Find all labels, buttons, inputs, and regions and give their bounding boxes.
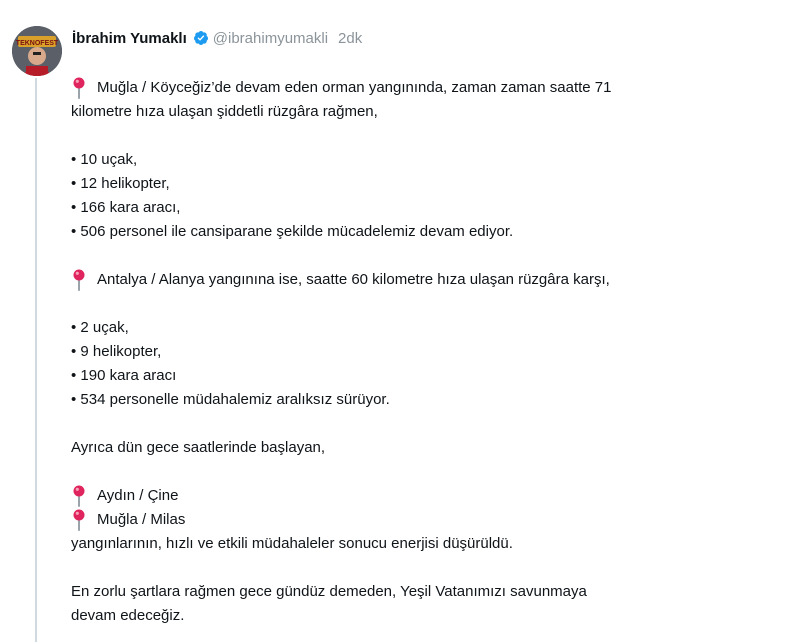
round-pushpin-icon (71, 269, 87, 291)
list-1-item: • 12 helikopter, (71, 175, 170, 192)
spacer (71, 124, 781, 148)
paragraph-3-line-1: Ayrıca dün gece saatlerinde başlayan, (71, 439, 326, 456)
spacer (71, 412, 781, 436)
thread-line (35, 78, 37, 642)
list-2-item: • 190 kara aracı (71, 367, 177, 384)
paragraph-4-line-1: yangınlarının, hızlı ve etkili müdahaleler sonucu enerjisi düşürüldü. (71, 535, 513, 552)
paragraph-1-line-1 (71, 76, 781, 100)
avatar-logo-text: TEKNOFEST (15, 40, 59, 47)
display-name[interactable]: İbrahim Yumaklı (72, 29, 187, 47)
list-1-item: • 166 kara aracı, (71, 199, 181, 216)
spacer (71, 460, 781, 484)
round-pushpin-icon (71, 77, 87, 99)
user-handle[interactable]: @ibrahimyumakli (212, 29, 329, 47)
round-pushpin-icon (71, 509, 87, 531)
list-1-item: • 10 uçak, (71, 151, 138, 168)
list-2-item: • 534 personelle müdahalemiz aralıksız sürüyor. (71, 391, 390, 408)
round-pushpin-icon (71, 485, 87, 507)
avatar[interactable] (12, 26, 62, 76)
verified-badge-icon (193, 30, 209, 46)
spacer (71, 292, 781, 316)
timestamp[interactable]: 2dk (338, 29, 363, 47)
spacer (71, 244, 781, 268)
list-2-item: • 2 uçak, (71, 319, 129, 336)
tweet-body (71, 76, 781, 628)
paragraph-5-line-1: En zorlu şartlara rağmen gece gündüz demeden, Yeşil Vatanımızı savunmaya (71, 583, 587, 600)
location-item (71, 484, 781, 508)
tweet-header (72, 27, 362, 49)
list-2-item: • 9 helikopter, (71, 343, 162, 360)
paragraph-2-line-1 (71, 268, 781, 292)
paragraph-1-text: Muğla / Köyceğiz’de devam eden orman yangınında, zaman zaman saatte 71 (97, 79, 612, 96)
avatar-image (12, 26, 62, 76)
paragraph-2-text: Antalya / Alanya yangınına ise, saatte 60 kilometre hıza ulaşan rüzgâra karşı, (97, 271, 610, 288)
paragraph-5-line-2: devam edeceğiz. (71, 607, 185, 624)
list-1-item: • 506 personel ile cansiparane şekilde mücadelemiz devam ediyor. (71, 223, 514, 240)
location-item (71, 508, 781, 532)
spacer (71, 556, 781, 580)
location-text: Muğla / Milas (97, 511, 186, 528)
paragraph-1-line-2: kilometre hıza ulaşan şiddetli rüzgâra rağmen, (71, 103, 378, 120)
location-text: Aydın / Çine (97, 487, 179, 504)
